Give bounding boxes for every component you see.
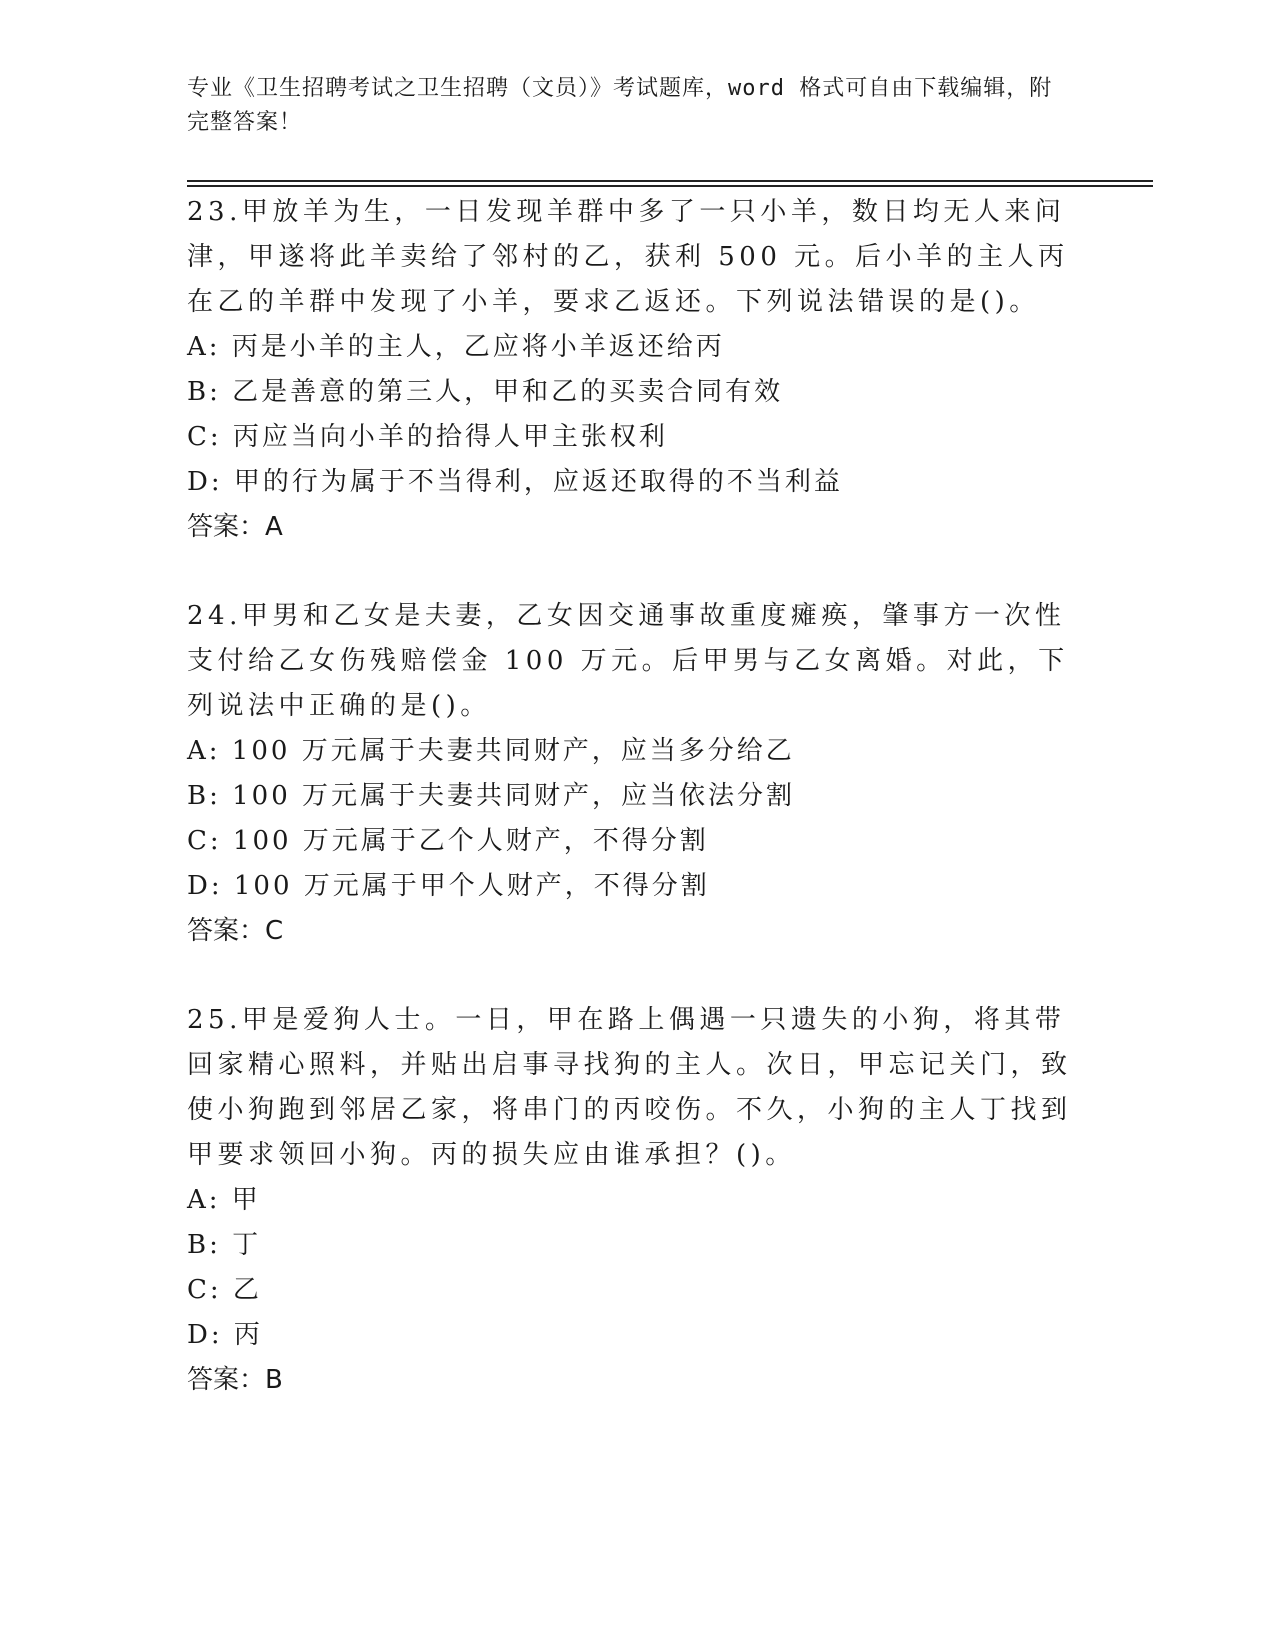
option-a: A: 甲 [187,1185,261,1215]
option-a: A: 100 万元属于夫妻共同财产，应当多分给乙 [187,736,795,766]
question-stem: 24.甲男和乙女是夫妻，乙女因交通事故重度瘫痪，肇事方一次性支付给乙女伤残赔偿金 100 万元。后甲男与乙女离婚。对此，下列说法中正确的是()。 [187,601,1069,721]
question-list [187,190,1087,1447]
option-b: B: 丁 [187,1230,262,1260]
option-d: D: 丙 [187,1320,263,1350]
header-divider-top [187,180,1153,182]
option-c: C: 100 万元属于乙个人财产，不得分割 [187,826,709,856]
option-c: C: 丙应当向小羊的拾得人甲主张权利 [187,422,668,452]
question-stem: 23.甲放羊为生，一日发现羊群中多了一只小羊，数日均无人来问津，甲遂将此羊卖给了邻村的乙，获利 500 元。后小羊的主人丙在乙的羊群中发现了小羊，要求乙返还。下列说法错误的是()。 [187,197,1069,317]
answer-line: 答案：C [187,916,284,946]
option-b: B: 乙是善意的第三人，甲和乙的买卖合同有效 [187,377,784,407]
option-c: C: 乙 [187,1275,262,1305]
answer-line: 答案：B [187,1365,283,1395]
option-b: B: 100 万元属于夫妻共同财产，应当依法分割 [187,781,796,811]
header-divider-bottom [187,185,1153,187]
question-24 [187,594,1087,954]
option-d: D: 100 万元属于甲个人财产，不得分割 [187,871,710,901]
question-25 [187,998,1087,1403]
document-header: 专业《卫生招聘考试之卫生招聘（文员）》考试题库，word 格式可自由下载编辑，附完整答案！ [187,76,1053,135]
answer-line: 答案：A [187,512,283,542]
question-stem: 25.甲是爱狗人士。一日，甲在路上偶遇一只遗失的小狗，将其带回家精心照料，并贴出启事寻找狗的主人。次日，甲忘记关门，致使小狗跑到邻居乙家，将串门的丙咬伤。不久，小狗的主人丁找到甲要求领回小狗。丙的损失应由谁承担？()。 [187,1005,1072,1170]
option-d: D: 甲的行为属于不当得利，应返还取得的不当利益 [187,467,843,497]
option-a: A: 丙是小羊的主人，乙应将小羊返还给丙 [187,332,725,362]
question-23 [187,190,1087,550]
